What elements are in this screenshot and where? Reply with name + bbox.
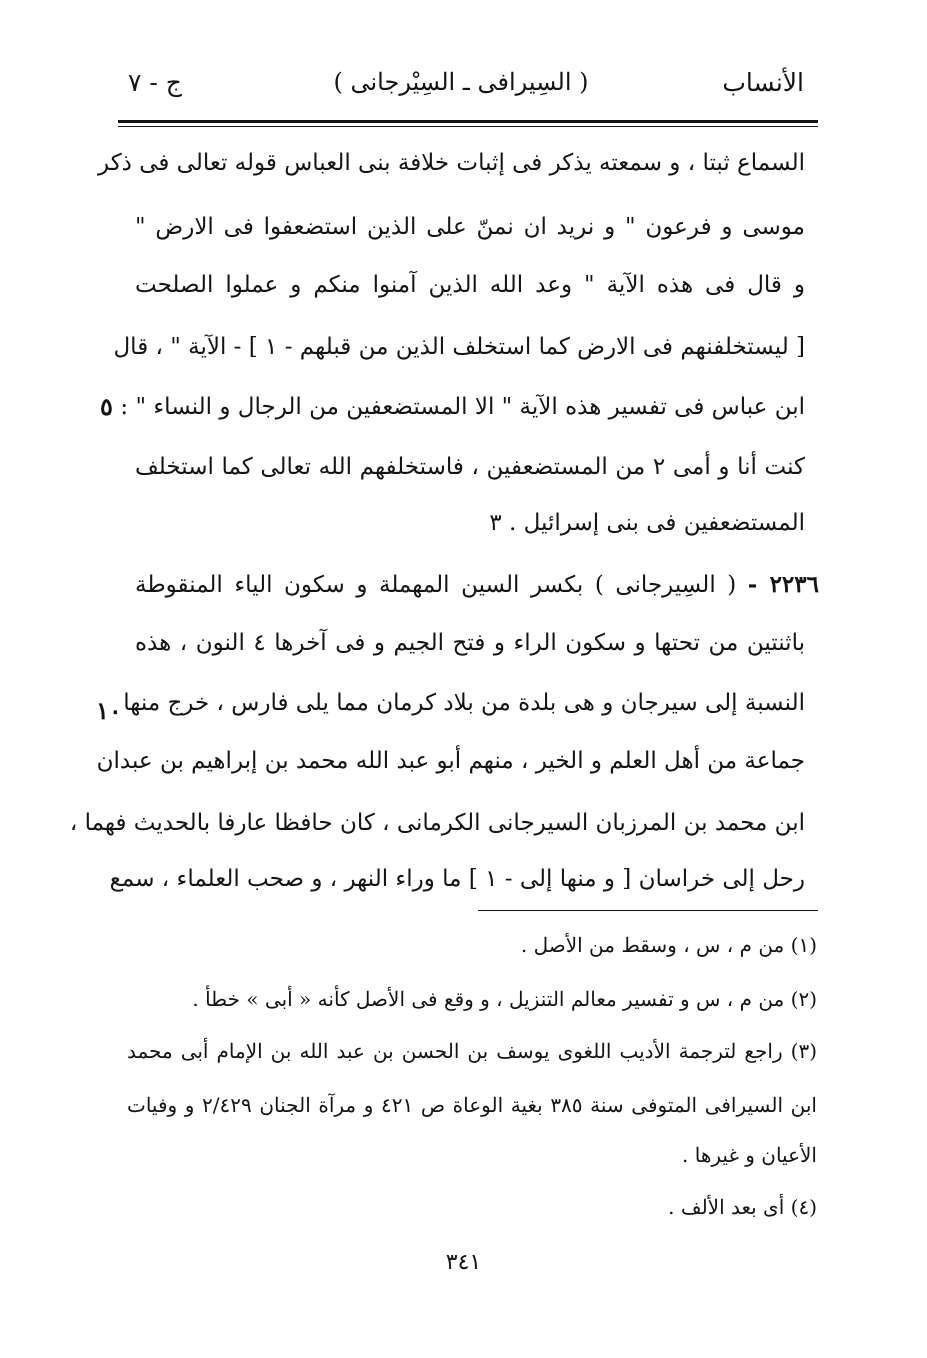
running-head: ( السِيرافى ـ السِيْرجانى ) bbox=[333, 68, 589, 96]
footnote: (٣) راجع لترجمة الأديب اللغوى يوسف بن الحسن بن عبد الله بن الإمام أبى محمد bbox=[127, 1039, 817, 1063]
footnote: (٢) من م ، س و تفسير معالم التنزيل ، و وقع فى الأصل كأنه « أبى » خطأ . bbox=[192, 987, 817, 1011]
entry-line: ابن محمد بن المرزبان السيرجانى الكرمانى ، كان حافظا عارفا بالحديث فهما ، bbox=[69, 810, 805, 836]
body-line: و قال فى هذه الآية " وعد الله الذين آمنوا منكم و عملوا الصلحت bbox=[135, 272, 805, 298]
page-number: ٣٤١ bbox=[445, 1250, 482, 1275]
entry-heading-text: ( السِيرجانى ) بكسر السين المهملة و سكون الياء المنقوطة bbox=[135, 572, 737, 598]
entry-line: النسبة إلى سيرجان و هى بلدة من بلاد كرمان مما يلى فارس ، خرج منها bbox=[123, 690, 805, 716]
footnote-continuation: الأعيان و غيرها . bbox=[682, 1143, 817, 1167]
footnote-continuation: ابن السيرافى المتوفى سنة ٣٨٥ بغية الوعاة ص ٤٢١ و مرآة الجنان ٢/٤٢٩ و وفيات bbox=[127, 1093, 817, 1117]
entry-line: رحل إلى خراسان [ و منها إلى - ١ ] ما وراء النهر ، و صحب العلماء ، سمع bbox=[109, 866, 805, 892]
entry-line: باثنتين من تحتها و سكون الراء و فتح الجيم و فى آخرها ٤ النون ، هذه bbox=[135, 630, 805, 656]
body-line: موسى و فرعون " و نريد ان نمنّ على الذين استضعفوا فى الارض " bbox=[135, 214, 805, 240]
entry-line: جماعة من أهل العلم و الخير ، منهم أبو عبد الله محمد بن إبراهيم بن عبدان bbox=[96, 748, 805, 774]
header-rule-thin bbox=[118, 126, 818, 127]
line-number-marker: ١٠ bbox=[96, 696, 122, 725]
body-line: كنت أنا و أمى ٢ من المستضعفين ، فاستخلفهم الله تعالى كما استخلف bbox=[135, 454, 806, 480]
footnote-separator bbox=[478, 910, 818, 911]
book-title: الأنساب bbox=[722, 68, 804, 97]
page-header bbox=[118, 68, 804, 108]
line-number-marker: ٥ bbox=[100, 392, 113, 421]
body-line: [ ليستخلفنهم فى الارض كما استخلف الذين من قبلهم - ١ ] - الآية " ، قال bbox=[113, 334, 805, 360]
body-line: ابن عباس فى تفسير هذه الآية " الا المستضعفين من الرجال و النساء " : bbox=[120, 394, 805, 420]
body-line: المستضعفين فى بنى إسرائيل . ٣ bbox=[489, 510, 805, 536]
body-line: السماع ثبتا ، و سمعته يذكر فى إثبات خلافة بنى العباس قوله تعالى فى ذكر bbox=[98, 150, 805, 176]
entry-number: ٢٢٣٦ - bbox=[747, 571, 819, 598]
header-rule-thick bbox=[118, 120, 818, 123]
footnote: (١) من م ، س ، وسقط من الأصل . bbox=[520, 933, 817, 957]
volume-number: ج - ٧ bbox=[128, 68, 182, 97]
footnote: (٤) أى بعد الألف . bbox=[668, 1195, 817, 1219]
entry-first-line bbox=[135, 568, 819, 602]
